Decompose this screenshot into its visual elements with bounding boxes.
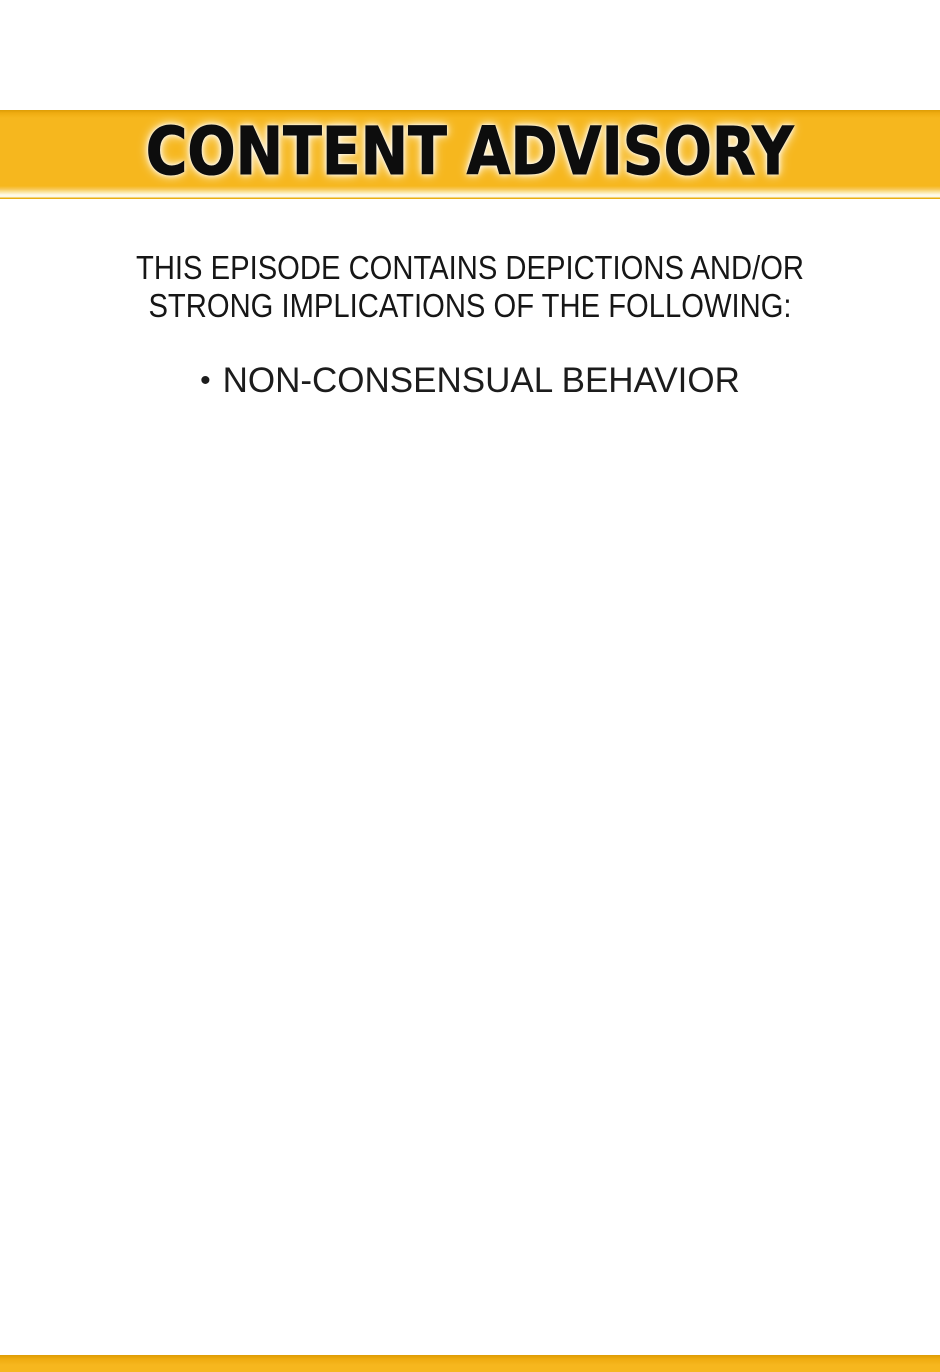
bullet-icon: • (200, 364, 211, 397)
advisory-intro-line-1: THIS EPISODE CONTAINS DEPICTIONS AND/OR (135, 249, 805, 286)
advisory-item-label: NON-CONSENSUAL BEHAVIOR (222, 361, 740, 400)
next-banner-partial (0, 1355, 940, 1372)
advisory-intro-line-2: STRONG IMPLICATIONS OF THE FOLLOWING: (148, 287, 792, 324)
banner-title: CONTENT ADVISORY (146, 112, 794, 190)
advisory-intro (0, 249, 940, 325)
advisory-item (0, 361, 940, 401)
content-advisory-banner (0, 110, 940, 199)
